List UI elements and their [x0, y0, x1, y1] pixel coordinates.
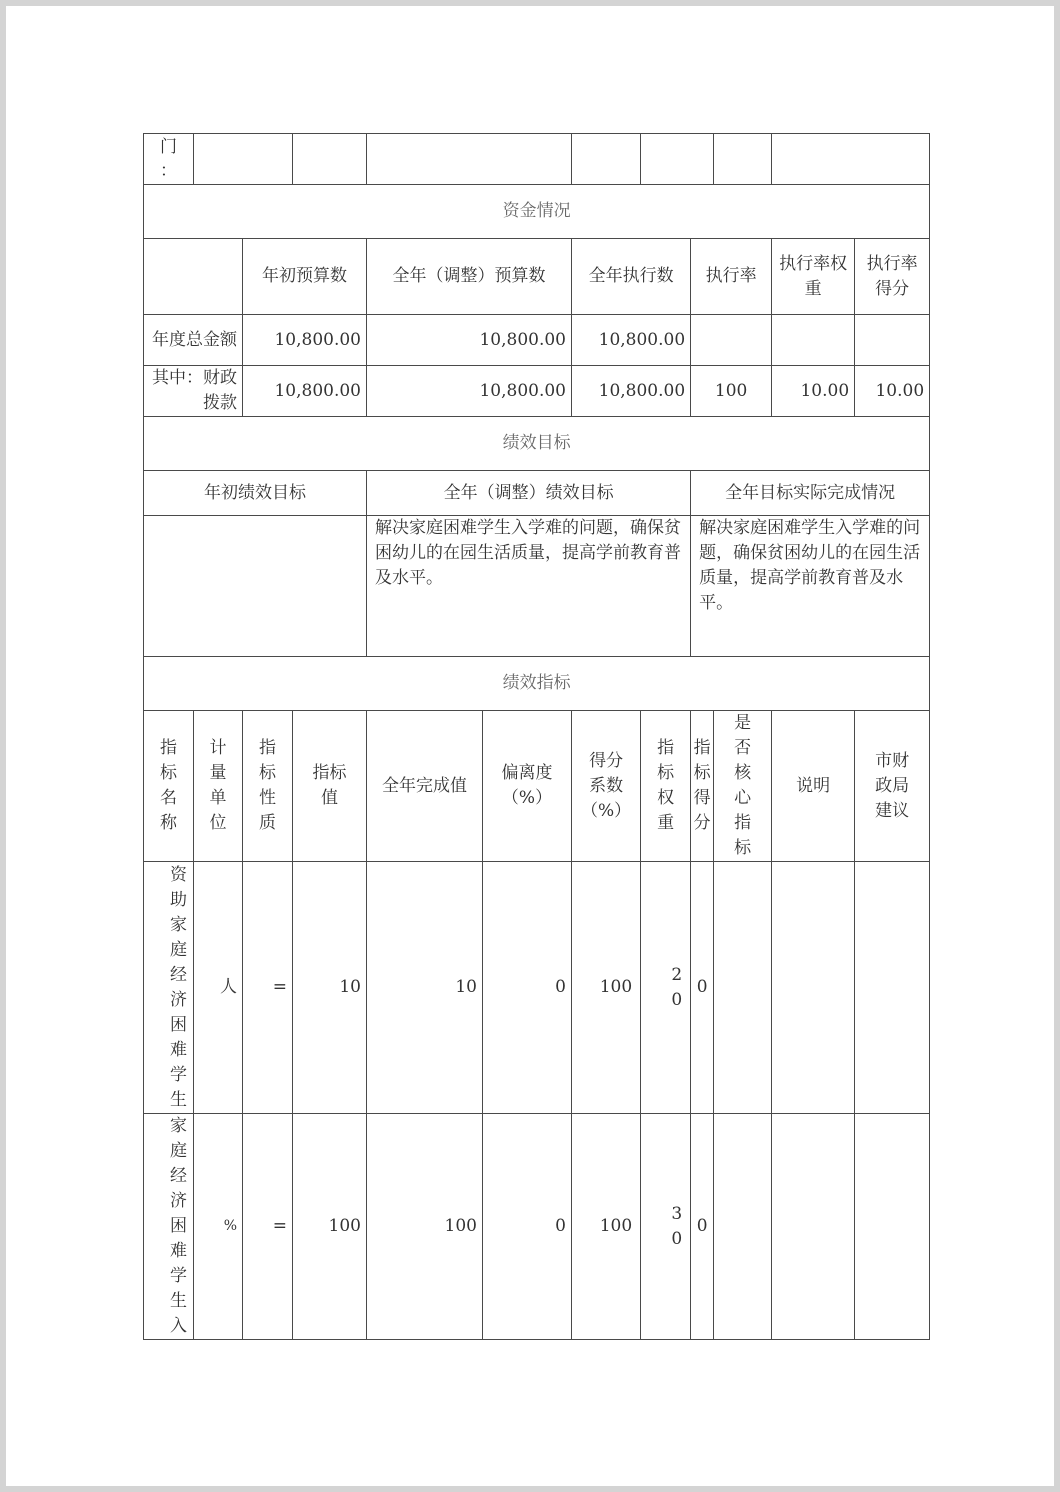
indicator-header-nature: 指标性质 — [243, 711, 293, 862]
goals-header-initial: 年初绩效目标 — [144, 471, 367, 516]
indicator-completed: 10 — [367, 862, 483, 1114]
indicator-target: 100 — [293, 1114, 367, 1340]
section-title-funding: 资金情况 — [144, 185, 930, 239]
indicator-header-coef: 得分系数（%） — [572, 711, 641, 862]
goals-initial-text — [144, 516, 367, 657]
indicator-header-target: 指标值 — [293, 711, 367, 862]
indicator-note — [772, 1114, 855, 1340]
indicator-advice — [855, 862, 930, 1114]
funding-weight — [772, 315, 855, 366]
indicator-header-deviation: 偏离度（%） — [483, 711, 572, 862]
indicator-target: 10 — [293, 862, 367, 1114]
empty-cell — [293, 134, 367, 185]
indicator-score: 0 — [691, 1114, 714, 1340]
indicator-advice — [855, 1114, 930, 1340]
funding-header-corner — [144, 239, 243, 315]
indicator-score: 0 — [691, 862, 714, 1114]
indicator-header-unit: 计量单位 — [194, 711, 243, 862]
indicator-completed: 100 — [367, 1114, 483, 1340]
section-title-goals: 绩效目标 — [144, 417, 930, 471]
indicator-header-name: 指标名称 — [144, 711, 194, 862]
funding-executed: 10,800.00 — [572, 315, 691, 366]
funding-score: 10.00 — [855, 366, 930, 417]
table-row — [144, 1114, 930, 1340]
indicator-name: 资助家庭经济困难学生 — [144, 862, 194, 1114]
indicator-header-note: 说明 — [772, 711, 855, 862]
goals-header-actual: 全年目标实际完成情况 — [691, 471, 930, 516]
goals-actual-text: 解决家庭困难学生入学难的问题，确保贫困幼儿的在园生活质量，提高学前教育普及水平。 — [691, 516, 930, 657]
indicator-weight: 20 — [641, 862, 691, 1114]
funding-rate: 100 — [691, 366, 772, 417]
empty-cell — [572, 134, 641, 185]
indicator-unit: % — [194, 1114, 243, 1340]
indicator-unit: 人 — [194, 862, 243, 1114]
funding-executed: 10,800.00 — [572, 366, 691, 417]
funding-row-label: 其中：财政拨款 — [144, 366, 243, 417]
funding-rate — [691, 315, 772, 366]
goals-header-adjusted: 全年（调整）绩效目标 — [367, 471, 691, 516]
empty-cell — [714, 134, 772, 185]
funding-weight: 10.00 — [772, 366, 855, 417]
funding-header: 执行率 — [691, 239, 772, 315]
funding-header: 全年执行数 — [572, 239, 691, 315]
dept-label: 门 ： — [144, 134, 194, 185]
empty-cell — [194, 134, 293, 185]
funding-header: 全年（调整）预算数 — [367, 239, 572, 315]
indicator-header-completed: 全年完成值 — [367, 711, 483, 862]
indicator-coef: 100 — [572, 1114, 641, 1340]
indicator-deviation: 0 — [483, 862, 572, 1114]
indicator-weight: 30 — [641, 1114, 691, 1340]
performance-table — [143, 133, 930, 1340]
indicator-name: 家庭经济困难学生入 — [144, 1114, 194, 1340]
table-row — [144, 862, 930, 1114]
empty-cell — [641, 134, 714, 185]
funding-initial: 10,800.00 — [243, 366, 367, 417]
goals-adjusted-text: 解决家庭困难学生入学难的问题，确保贫困幼儿的在园生活质量，提高学前教育普及水平。 — [367, 516, 691, 657]
section-title-indicators: 绩效指标 — [144, 657, 930, 711]
indicator-coef: 100 — [572, 862, 641, 1114]
funding-score — [855, 315, 930, 366]
indicator-header-advice: 市财政局建议 — [855, 711, 930, 862]
indicator-nature: = — [243, 862, 293, 1114]
funding-header: 执行率得分 — [855, 239, 930, 315]
indicator-header-weight: 指标权重 — [641, 711, 691, 862]
indicator-header-core: 是否核心指标 — [714, 711, 772, 862]
indicator-deviation: 0 — [483, 1114, 572, 1340]
empty-cell — [772, 134, 930, 185]
funding-initial: 10,800.00 — [243, 315, 367, 366]
indicator-core — [714, 1114, 772, 1340]
funding-adjusted: 10,800.00 — [367, 366, 572, 417]
funding-adjusted: 10,800.00 — [367, 315, 572, 366]
funding-header: 执行率权重 — [772, 239, 855, 315]
indicator-nature: = — [243, 1114, 293, 1340]
funding-row-label: 年度总金额 — [144, 315, 243, 366]
indicator-note — [772, 862, 855, 1114]
empty-cell — [367, 134, 572, 185]
indicator-core — [714, 862, 772, 1114]
funding-header: 年初预算数 — [243, 239, 367, 315]
indicator-header-score: 指标得分 — [691, 711, 714, 862]
